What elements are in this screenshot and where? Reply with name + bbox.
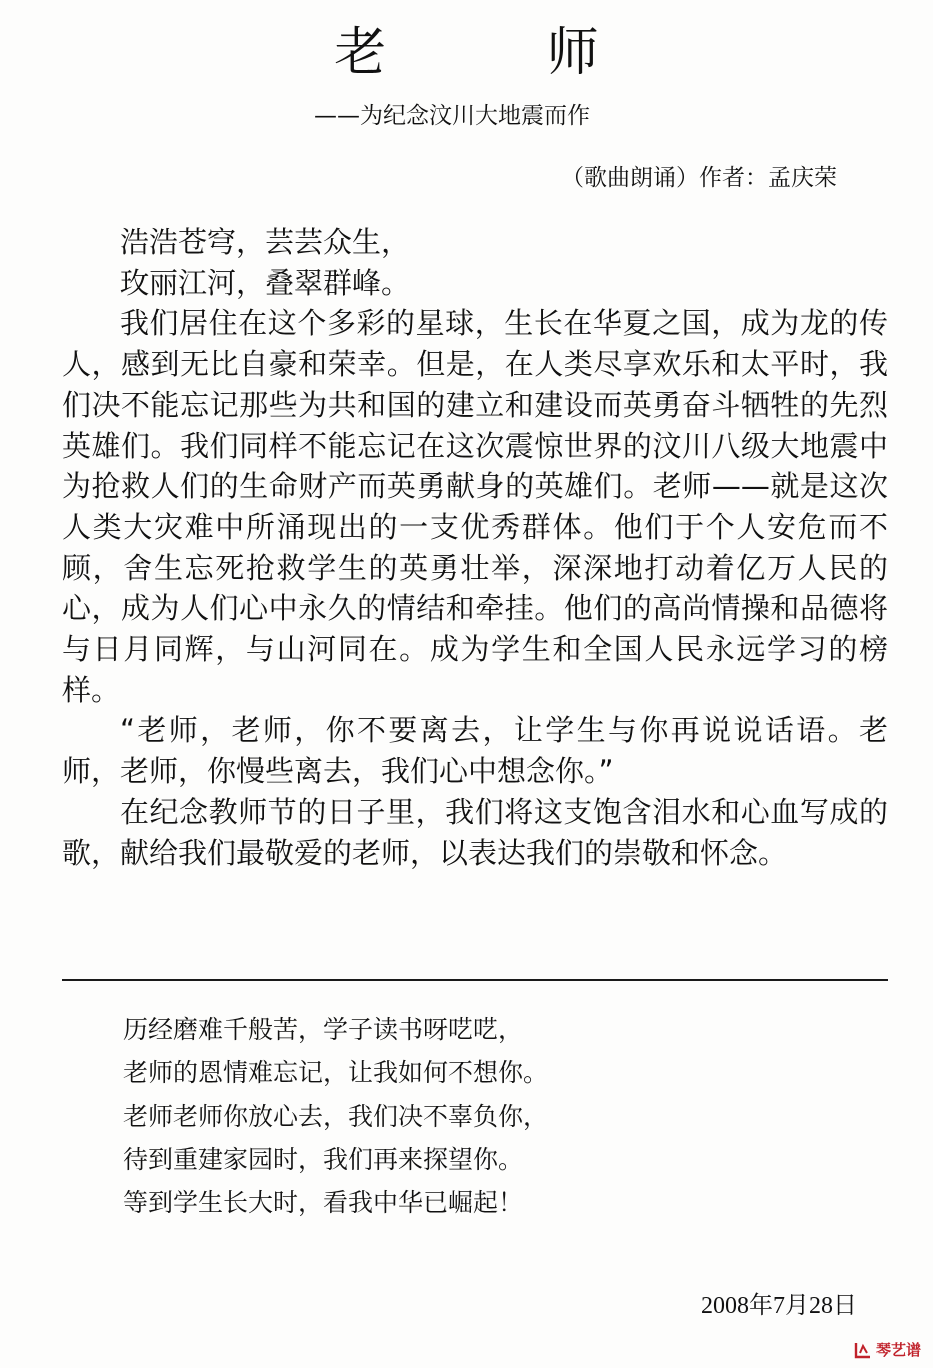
lyric-line: 老师老师你放心去，我们决不辜负你， [123, 1101, 549, 1131]
logo-icon [853, 1340, 873, 1360]
date-line: 2008年7月28日 [701, 1293, 857, 1319]
watermark [853, 1338, 921, 1362]
section-divider [62, 979, 888, 981]
page-title: 老 师 [334, 23, 671, 83]
recitation-text [62, 222, 888, 873]
recitation-paragraph: “老师，老师，你不要离去，让学生与你再说说话语。老师，老师，你慢些离去，我们心中想念你。” [62, 713, 888, 789]
lyric-line: 待到重建家园时，我们再来探望你。 [123, 1144, 524, 1174]
song-lyrics [123, 1008, 548, 1224]
verse-line: 玫丽江河，叠翠群峰。 [120, 265, 411, 300]
lyric-line: 老师的恩情难忘记，让我如何不想你。 [123, 1058, 549, 1088]
lyric-line: 历经磨难千般苦，学子读书呀呓呓， [123, 1015, 524, 1044]
recitation-paragraph: 我们居住在这个多彩的星球，生长在华夏之国，成为龙的传人，感到无比自豪和荣幸。但是，在人类尽享欢乐和太平时，我们决不能忘记那些为共和国的建立和建设而英勇奋斗牺牲的先烈英雄们。我们同样不能忘记在这次震惊世界的汶川八级大地震中为抢救人们的生命财产而英勇献身的英雄们。老师——就是这次人类大灾难中所涌现出的一支优秀群体。他们于个人安危而不顾，舍生忘死抢救学生的英勇壮举，深深地打动着亿万人民的心，成为人们心中永久的情结和牵挂。他们的高尚情操和品德将与日月同辉，与山河同在。成为学生和全国人民永远学习的榜样。 [62, 306, 888, 707]
lyric-line: 等到学生长大时，看我中华已崛起！ [123, 1188, 524, 1218]
author-line: （歌曲朗诵）作者：孟庆荣 [561, 165, 837, 191]
recitation-paragraph: 在纪念教师节的日子里，我们将这支饱含泪水和心血写成的歌，献给我们最敬爱的老师，以表达我们的崇敬和怀念。 [62, 794, 888, 870]
verse-line: 浩浩苍穹，芸芸众生， [120, 225, 411, 259]
watermark-text: 琴艺谱 [875, 1341, 921, 1359]
page-subtitle: ——为纪念汶川大地震而作 [314, 103, 590, 129]
